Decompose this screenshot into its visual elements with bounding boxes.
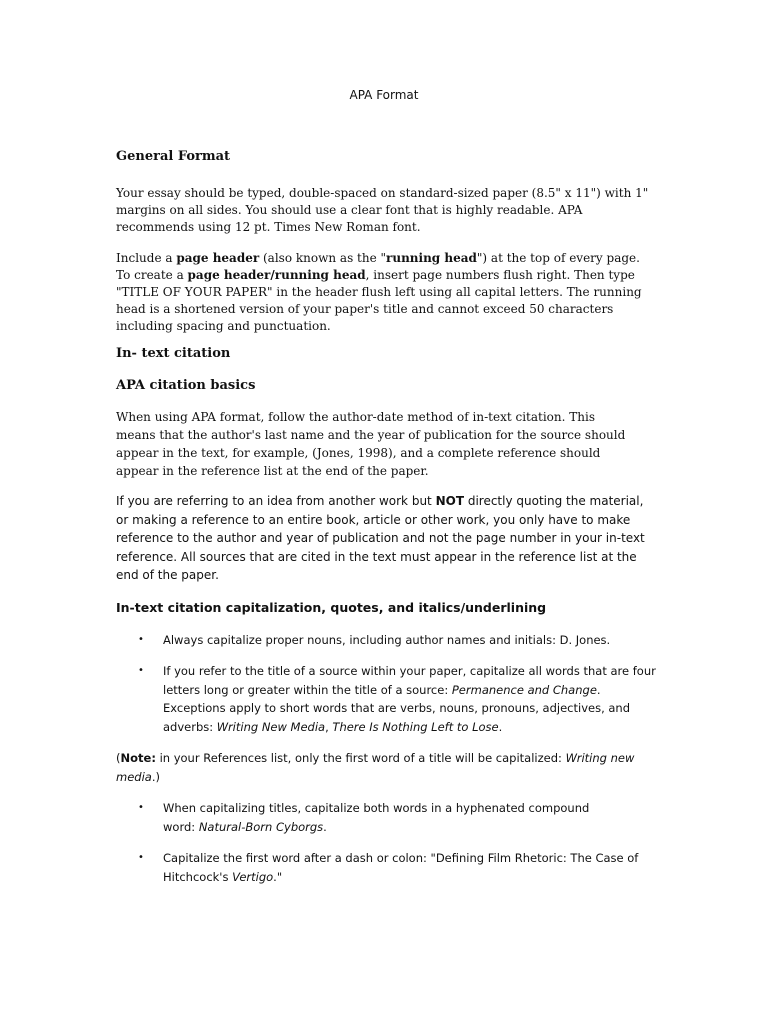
text-run: ." (273, 869, 283, 884)
text-run: . (498, 719, 503, 734)
text-run: Include a (116, 251, 177, 265)
text-run: .) (151, 769, 160, 784)
document-title: APA Format (349, 88, 419, 102)
text-run: ( (116, 751, 121, 765)
bold-run: running head (386, 251, 477, 265)
bold-run: NOT (435, 494, 465, 508)
bullet-marker: • (138, 634, 144, 645)
general-format-paragraph-2 (116, 250, 656, 335)
text-run: . Exceptions apply to short words that are verbs, nouns, pronouns, adjectives, and adverbs: (163, 682, 631, 734)
bullet-marker: • (138, 665, 144, 676)
text-run: , (325, 719, 333, 734)
text-run: directly quoting the material, or making a reference to an entire book, article or other work, you only have to make reference to the author and year of publication and not the page number in your in-text reference. All sources that are cited in the text must appear in the reference list at the end of the paper. (116, 494, 645, 583)
text-run: (also known as the " (259, 251, 387, 265)
bullet-marker: • (138, 852, 144, 863)
text-run: Capitalize the first word after a dash or colon: "Defining Film Rhetoric: The Case of Hitchcock's (163, 851, 639, 884)
text-run: in your References list, only the first word of a title will be capitalized: (155, 751, 566, 765)
bold-run: Note: (120, 751, 156, 765)
bullet-marker: • (138, 802, 144, 813)
italic-run: Writing New Media (216, 719, 326, 734)
italic-run: Vertigo (232, 869, 274, 884)
general-format-paragraph-1: Your essay should be typed, double-spaced on standard-sized paper (8.5" x 11") with 1" margins on all sides. You should use a clear font that is highly readable. APA recommends using 12 pt. Times New Roman font. (116, 186, 649, 234)
bold-run: page header/running head (187, 268, 366, 282)
text-run: If you are referring to an idea from another work but (116, 494, 436, 508)
text-run: When capitalizing titles, capitalize both words in a hyphenated compound word: (163, 801, 590, 834)
in-text-citation-heading: In- text citation (116, 346, 231, 361)
italic-run: There Is Nothing Left to Lose (332, 719, 499, 734)
bullet-item-4 (163, 849, 653, 886)
general-format-heading: General Format (116, 149, 231, 164)
bullet-item-3 (163, 799, 603, 836)
italic-run: Natural-Born Cyborgs (198, 819, 324, 834)
bold-run: page header (176, 251, 260, 265)
text-run: , insert page numbers flush right. Then type "TITLE OF YOUR PAPER" in the header flush left using all capital letters. The running head is a shortened version of your paper's title and cannot exceed 50 characters including spacing and punctuation. (116, 268, 642, 333)
text-run: . (323, 819, 327, 834)
capitalization-heading: In-text citation capitalization, quotes, and italics/underlining (116, 600, 547, 615)
in-text-paragraph-1: When using APA format, follow the author-date method of in-text citation. This means that the author's last name and the year of publication for the source should appear in the text, for example, (Jones, 1998), and a complete reference should appear in the reference list at the end of the paper. (116, 410, 626, 478)
capitalization-note (116, 749, 646, 786)
bullet-item-1: Always capitalize proper nouns, including author names and initials: D. Jones. (163, 633, 611, 647)
italic-run: Writing new media (116, 751, 635, 784)
apa-citation-basics-heading: APA citation basics (116, 378, 256, 393)
italic-run: Permanence and Change (451, 682, 597, 697)
bullet-item-2 (163, 662, 663, 736)
in-text-paragraph-2 (116, 492, 656, 585)
text-run: ") at the top of every page. To create a (116, 251, 640, 282)
text-run: If you refer to the title of a source within your paper, capitalize all words that are four letters long or greater within the title of a source: (163, 664, 656, 697)
